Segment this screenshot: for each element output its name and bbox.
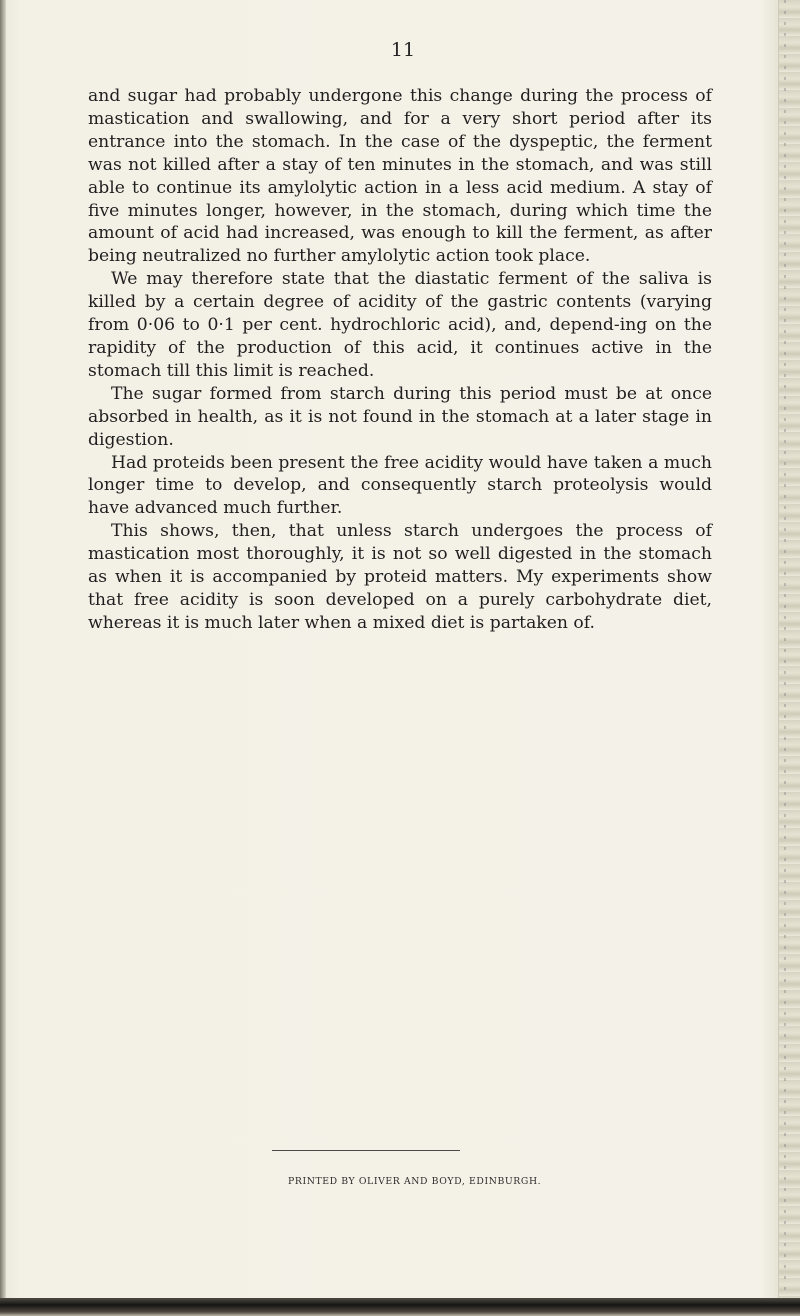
paragraph-5: This shows, then, that unless starch undergoes the process of mastication most thoroughly, it is not so well digested in the stomach as when it is accompanied by proteid matters. My experiments show that free acidity is soon developed on a purely carbohydrate diet, whereas it is much later when a mixed diet is partaken of. — [88, 521, 712, 633]
paragraph-1: and sugar had probably undergone this change during the process of mastication and swallowing, and for a very short period after its entrance into the stomach. In the case of the dyspeptic, the ferment was not killed after a stay of ten minutes in the stomach, and was still able to continue its amylolytic action in a less acid medium. A stay of five minutes longer, however, in the stomach, during which time the amount of acid had increased, was enough to kill the ferment, as after being neutralized no further amylolytic action took place. — [88, 86, 712, 267]
page-body — [88, 85, 712, 635]
page-gutter-shadow — [0, 0, 6, 1316]
page-edge-bottom — [0, 1298, 800, 1316]
paragraph-2: We may therefore state that the diastatic ferment of the saliva is killed by a certain degree of acidity of the gastric contents (varying from 0·06 to 0·1 per cent. hydrochloric acid), and, depend-ing on the rapidity of the production of this acid, it continues active in the stomach till this limit is reached. — [88, 269, 712, 381]
imprint-rule — [272, 1150, 460, 1151]
paragraph-4: Had proteids been present the free acidity would have taken a much longer time to develop, and consequently starch proteolysis would have advanced much further. — [88, 452, 712, 519]
paragraph-3: The sugar formed from starch during this period must be at once absorbed in health, as it is not found in the stomach at a later stage in digestion. — [88, 383, 712, 450]
printer-imprint: PRINTED BY OLIVER AND BOYD, EDINBURGH. — [288, 1176, 542, 1187]
page-edge-right — [778, 0, 800, 1316]
page-number: 11 — [390, 39, 416, 61]
